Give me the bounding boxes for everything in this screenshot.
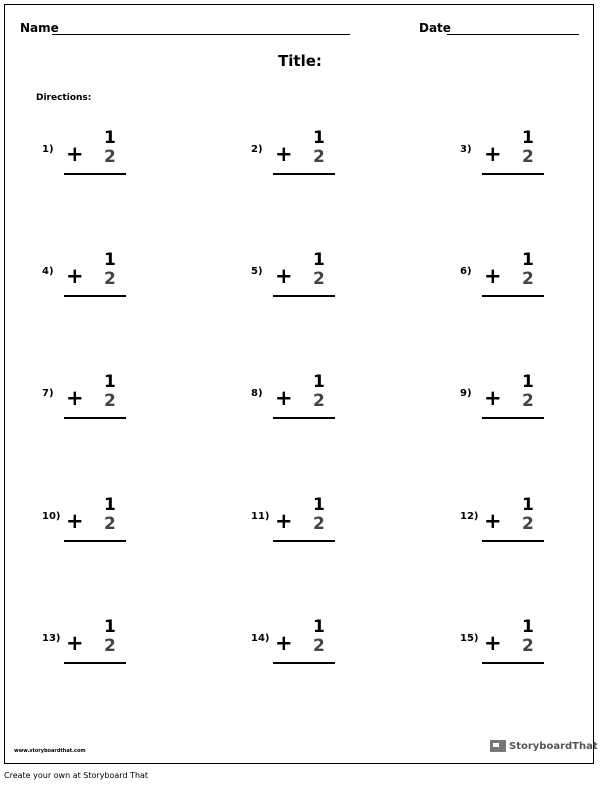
problem-number: 4) <box>42 266 54 277</box>
answer-line <box>273 540 335 542</box>
answer-line <box>64 662 126 664</box>
top-number: 1 <box>522 617 534 637</box>
name-label: Name <box>20 21 59 35</box>
problem-11 <box>251 495 351 559</box>
problem-7 <box>42 372 142 436</box>
plus-sign: + <box>275 142 293 166</box>
top-number: 1 <box>313 495 325 515</box>
top-number: 1 <box>522 250 534 270</box>
answer-line <box>273 417 335 419</box>
top-number: 1 <box>104 250 116 270</box>
plus-sign: + <box>66 142 84 166</box>
bottom-number: 2 <box>313 514 325 534</box>
top-number: 1 <box>104 495 116 515</box>
problem-number: 10) <box>42 511 61 522</box>
date-label: Date <box>419 21 451 35</box>
create-caption: Create your own at Storyboard That <box>4 771 149 780</box>
problem-number: 1) <box>42 144 54 155</box>
bottom-number: 2 <box>522 147 534 167</box>
bottom-number: 2 <box>522 636 534 656</box>
problem-4 <box>42 250 142 314</box>
problem-number: 3) <box>460 144 472 155</box>
bottom-number: 2 <box>104 391 116 411</box>
answer-line <box>273 662 335 664</box>
bottom-number: 2 <box>313 269 325 289</box>
problem-8 <box>251 372 351 436</box>
bottom-number: 2 <box>104 636 116 656</box>
footer-url: www.storyboardthat.com <box>14 748 86 754</box>
problem-number: 12) <box>460 511 479 522</box>
top-number: 1 <box>104 617 116 637</box>
page-title: Title: <box>278 52 322 70</box>
answer-line <box>64 417 126 419</box>
name-line <box>52 34 350 35</box>
problem-number: 15) <box>460 633 479 644</box>
plus-sign: + <box>275 631 293 655</box>
problem-3 <box>460 128 560 192</box>
problem-5 <box>251 250 351 314</box>
problem-number: 6) <box>460 266 472 277</box>
bottom-number: 2 <box>104 269 116 289</box>
problem-number: 5) <box>251 266 263 277</box>
top-number: 1 <box>104 372 116 392</box>
plus-sign: + <box>66 386 84 410</box>
problem-number: 14) <box>251 633 270 644</box>
bottom-number: 2 <box>313 636 325 656</box>
plus-sign: + <box>275 386 293 410</box>
answer-line <box>482 173 544 175</box>
problem-9 <box>460 372 560 436</box>
bottom-number: 2 <box>313 391 325 411</box>
top-number: 1 <box>522 495 534 515</box>
answer-line <box>64 540 126 542</box>
problem-10 <box>42 495 142 559</box>
answer-line <box>64 173 126 175</box>
plus-sign: + <box>66 509 84 533</box>
problem-number: 11) <box>251 511 270 522</box>
problem-13 <box>42 617 142 681</box>
answer-line <box>273 295 335 297</box>
bottom-number: 2 <box>522 391 534 411</box>
problem-12 <box>460 495 560 559</box>
top-number: 1 <box>522 372 534 392</box>
plus-sign: + <box>66 264 84 288</box>
problem-15 <box>460 617 560 681</box>
problem-number: 8) <box>251 388 263 399</box>
bottom-number: 2 <box>104 514 116 534</box>
date-line <box>447 34 579 35</box>
plus-sign: + <box>275 264 293 288</box>
problem-number: 9) <box>460 388 472 399</box>
answer-line <box>482 417 544 419</box>
plus-sign: + <box>484 142 502 166</box>
answer-line <box>64 295 126 297</box>
plus-sign: + <box>484 509 502 533</box>
problem-number: 2) <box>251 144 263 155</box>
plus-sign: + <box>484 386 502 410</box>
bottom-number: 2 <box>522 269 534 289</box>
problem-number: 13) <box>42 633 61 644</box>
top-number: 1 <box>313 250 325 270</box>
plus-sign: + <box>484 631 502 655</box>
plus-sign: + <box>66 631 84 655</box>
bottom-number: 2 <box>104 147 116 167</box>
answer-line <box>273 173 335 175</box>
top-number: 1 <box>313 617 325 637</box>
bottom-number: 2 <box>313 147 325 167</box>
answer-line <box>482 662 544 664</box>
bottom-number: 2 <box>522 514 534 534</box>
top-number: 1 <box>522 128 534 148</box>
answer-line <box>482 295 544 297</box>
top-number: 1 <box>313 128 325 148</box>
answer-line <box>482 540 544 542</box>
plus-sign: + <box>484 264 502 288</box>
top-number: 1 <box>313 372 325 392</box>
storyboard-logo <box>490 740 598 752</box>
top-number: 1 <box>104 128 116 148</box>
problem-number: 7) <box>42 388 54 399</box>
problem-14 <box>251 617 351 681</box>
storyboard-logo-icon <box>490 740 506 752</box>
problem-1 <box>42 128 142 192</box>
plus-sign: + <box>275 509 293 533</box>
logo-text: StoryboardThat <box>509 740 598 752</box>
problem-2 <box>251 128 351 192</box>
directions-label: Directions: <box>36 93 92 103</box>
problem-6 <box>460 250 560 314</box>
